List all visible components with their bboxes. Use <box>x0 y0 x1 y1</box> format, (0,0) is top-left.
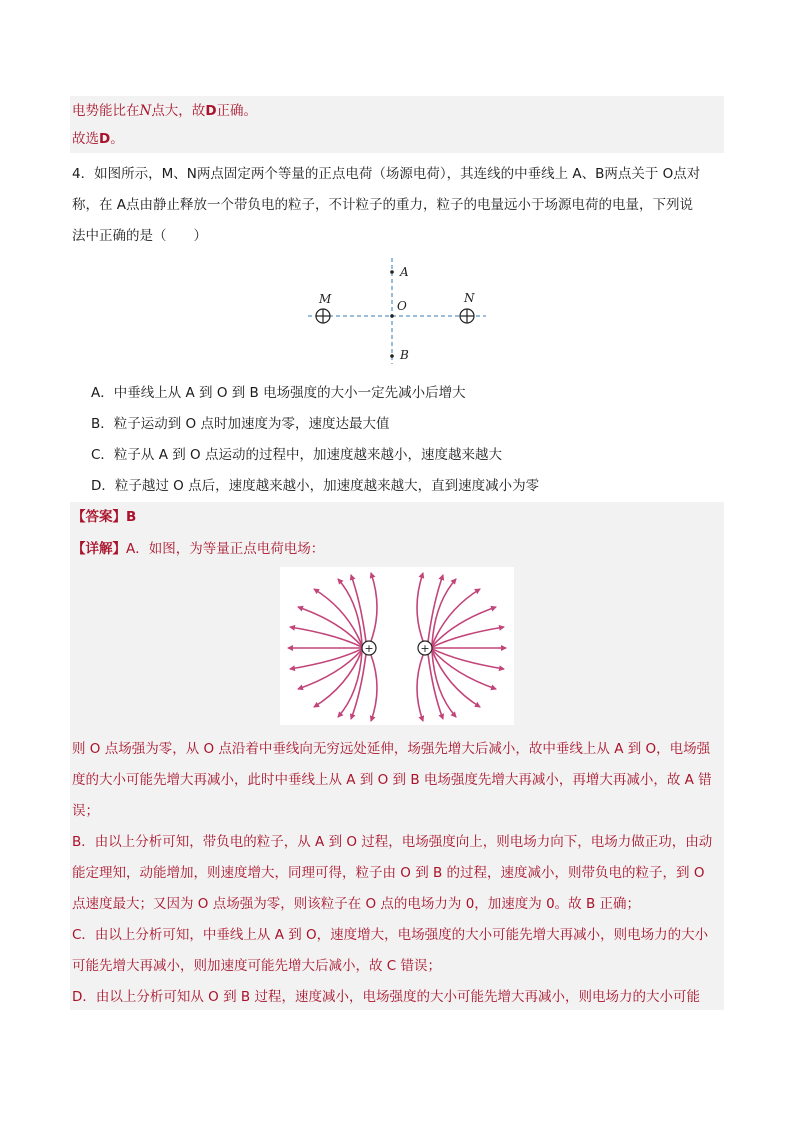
label-o: O <box>397 299 407 313</box>
field-line-22 <box>417 573 423 641</box>
field-lines-figure <box>280 567 514 725</box>
label-b: B <box>400 348 409 362</box>
left-charge-sign: + <box>364 642 374 655</box>
field-line-25 <box>428 654 443 719</box>
detail-line-4: B．由以上分析可知，带负电的粒子，从 A 到 O 过程，电场强度向上，则电场力向下，电场力做正功，由动 <box>72 834 713 850</box>
label-m: M <box>319 292 332 306</box>
detail-intro-line: 【详解】A．如图，为等量正点电荷电场： <box>72 541 325 557</box>
charge-m-symbol <box>316 309 330 323</box>
point-o-dot <box>390 314 394 318</box>
previous-solution-line-1: 电势能比在N点大，故D正确。 <box>72 103 258 119</box>
field-line-15 <box>432 649 504 669</box>
option-b: B．粒子运动到 O 点时加速度为零，速度达最大值 <box>91 416 390 432</box>
right-charge-sign: + <box>420 642 430 655</box>
label-n: N <box>464 291 475 305</box>
field-line-9 <box>371 573 377 641</box>
field-line-23 <box>417 655 423 721</box>
charges-figure <box>300 256 500 368</box>
detail-line-5: 能定理知，动能增加，则速度增大，同理可得，粒子由 O 到 B 的过程，速度减小，则带负电的粒子，到 O <box>72 865 705 881</box>
detail-line-3: 误； <box>72 803 99 819</box>
field-line-24 <box>428 575 443 642</box>
left-positive-charge <box>362 641 376 655</box>
detail-line-1: 则 O 点场强为零，从 O 点沿着中垂线向无穷远处延伸，场强先增大后减小，故中垂线上从 A 到 O，电场强 <box>72 741 711 757</box>
field-line-11 <box>351 575 366 642</box>
point-b-dot <box>390 354 394 358</box>
previous-solution-line-2: 故选D。 <box>72 131 124 147</box>
option-c: C．粒子从 A 到 O 点运动的过程中，加速度越来越小，速度越来越大 <box>91 447 502 463</box>
answer-line: 【答案】B <box>72 509 137 525</box>
field-line-12 <box>351 654 366 719</box>
field-line-1 <box>290 627 362 647</box>
question-stem-line-2: 称，在 A点由静止释放一个带负电的粒子，不计粒子的重力，粒子的电量远小于场源电荷的电量，下列说 <box>72 197 694 213</box>
option-d: D．粒子越过 O 点后，速度越来越小，加速度越来越大，直到速度减小为零 <box>91 478 540 494</box>
detail-line-2: 度的大小可能先增大再减小，此时中垂线上从 A 到 O 到 B 电场强度先增大再减小，再增大再减小，故 A 错 <box>72 772 712 788</box>
field-line-10 <box>371 655 377 721</box>
detail-line-8: 可能先增大再减小，则加速度可能先增大后减小，故 C 错误； <box>72 958 442 974</box>
field-line-2 <box>290 649 362 669</box>
detail-line-9: D．由以上分析可知从 O 到 B 过程，速度减小，电场强度的大小可能先增大再减小，则电场力的大小可能 <box>72 989 700 1005</box>
question-stem-line-1: 4．如图所示，M、N两点固定两个等量的正点电荷（场源电荷），其连线的中垂线上 A、B两点关于 O点对 <box>72 166 701 182</box>
right-positive-charge <box>418 641 432 655</box>
label-a: A <box>400 265 409 279</box>
field-line-14 <box>432 627 504 647</box>
point-a-dot <box>390 270 394 274</box>
detail-line-7: C．由以上分析可知，中垂线上从 A 到 O，速度增大，电场强度的大小可能先增大再减小，则电场力的大小 <box>72 927 709 943</box>
option-a: A．中垂线上从 A 到 O 到 B 电场强度的大小一定先减小后增大 <box>91 385 466 401</box>
question-stem-line-3: 法中正确的是（ ） <box>72 228 207 244</box>
field-lines-group <box>288 573 506 721</box>
detail-line-6: 点速度最大；又因为 O 点场强为零，则该粒子在 O 点的电场力为 0，加速度为 0。故 B 正确； <box>72 896 641 912</box>
charge-n-symbol <box>460 309 474 323</box>
field-figure-panel <box>280 567 514 725</box>
